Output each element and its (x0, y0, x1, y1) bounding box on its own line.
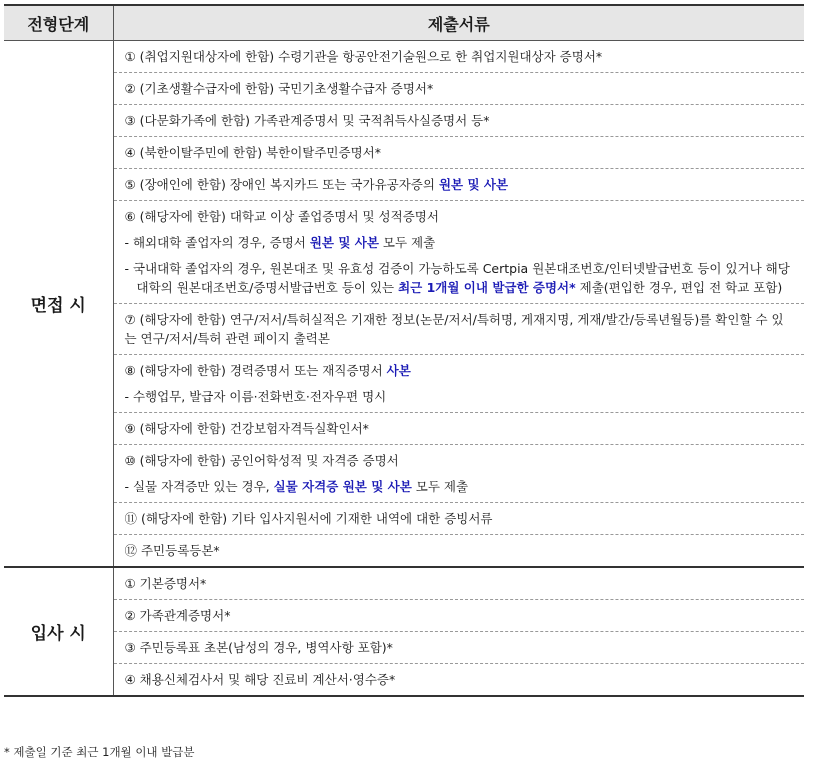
doc-subitem: - 수행업무, 발급자 이름·전화번호·전자우편 명시 (124, 389, 387, 404)
doc-item: ⑫ 주민등록등본* (113, 535, 804, 568)
doc-subitem (125, 477, 795, 496)
doc-item: ② 가족관계증명서* (113, 600, 804, 632)
doc-item: ② (기초생활수급자에 한함) 국민기초생활수급자 증명서* (113, 73, 804, 105)
sub-text: - 국내대학 졸업자의 경우, 원본대조 및 유효성 검증이 가능하도록 Certpia 원본대조번호/인터넷발급번호 등이 있거나 해당 대학의 원본대조번호/증명서발급번호 등이 있는 (124, 261, 790, 295)
sub-text: 제출(편입한 경우, 편입 전 학교 포함) (575, 280, 783, 295)
doc-text: ⑤ (장애인에 한함) 장애인 복지카드 또는 국가유공자증의 (124, 177, 439, 192)
doc-item (113, 169, 804, 201)
highlight-text: 사본 (386, 363, 411, 378)
doc-item: ③ (다문화가족에 한함) 가족관계증명서 및 국적취득사실증명서 등* (113, 105, 804, 137)
header-docs: 제출서류 (113, 5, 804, 41)
stage-interview: 면접 시 (4, 41, 113, 568)
table-row (4, 73, 804, 105)
documents-table (4, 4, 804, 697)
doc-item (113, 445, 804, 503)
table-row (4, 664, 804, 697)
table-row (4, 600, 804, 632)
table-header (4, 5, 804, 41)
table-row (4, 41, 804, 73)
doc-item (113, 355, 804, 413)
table-row (4, 567, 804, 600)
table-row (4, 137, 804, 169)
header-stage: 전형단계 (4, 5, 113, 41)
table-row (4, 445, 804, 503)
doc-subitem (125, 259, 795, 297)
doc-text: ⑥ (해당자에 한함) 대학교 이상 졸업증명서 및 성적증명서 (124, 209, 439, 224)
doc-text: ⑩ (해당자에 한함) 공인어학성적 및 자격증 증명서 (124, 453, 399, 468)
highlight-text: 최근 1개월 이내 발급한 증명서* (398, 280, 576, 295)
table-row (4, 632, 804, 664)
footnote: * 제출일 기준 최근 1개월 이내 발급분 (4, 745, 195, 759)
table-row (4, 355, 804, 413)
table-row (4, 413, 804, 445)
sub-text: - 실물 자격증만 있는 경우, (124, 479, 274, 494)
table-row (4, 201, 804, 304)
doc-item (113, 201, 804, 304)
doc-item: ① (취업지원대상자에 한함) 수령기관을 항공안전기술원으로 한 취업지원대상자 증명서* (113, 41, 804, 73)
table-row (4, 169, 804, 201)
highlight-text: 원본 및 사본 (309, 235, 379, 250)
doc-text: ⑧ (해당자에 한함) 경력증명서 또는 재직증명서 (124, 363, 387, 378)
sub-text: 모두 제출 (378, 235, 436, 250)
doc-item: ③ 주민등록표 초본(남성의 경우, 병역사항 포함)* (113, 632, 804, 664)
table-row (4, 105, 804, 137)
sub-text: 모두 제출 (411, 479, 469, 494)
sub-text: - 해외대학 졸업자의 경우, 증명서 (124, 235, 310, 250)
table-row (4, 503, 804, 535)
doc-item: ④ (북한이탈주민에 한함) 북한이탈주민증명서* (113, 137, 804, 169)
doc-item: ① 기본증명서* (113, 567, 804, 600)
doc-item: ④ 채용신체검사서 및 해당 진료비 계산서·영수증* (113, 664, 804, 697)
doc-item: ⑪ (해당자에 한함) 기타 입사지원서에 기재한 내역에 대한 증빙서류 (113, 503, 804, 535)
table-row (4, 535, 804, 568)
table-row (4, 304, 804, 355)
doc-item: ⑨ (해당자에 한함) 건강보험자격득실확인서* (113, 413, 804, 445)
doc-item: ⑦ (해당자에 한함) 연구/저서/특허실적은 기재한 정보(논문/저서/특허명, 게재지명, 게재/발간/등록년월등)를 확인할 수 있는 연구/저서/특허 관련 페이지 출력본 (113, 304, 804, 355)
highlight-text: 실물 자격증 원본 및 사본 (273, 479, 412, 494)
highlight-text: 원본 및 사본 (438, 177, 509, 192)
stage-hiring: 입사 시 (4, 567, 113, 696)
doc-subitem (125, 233, 795, 252)
